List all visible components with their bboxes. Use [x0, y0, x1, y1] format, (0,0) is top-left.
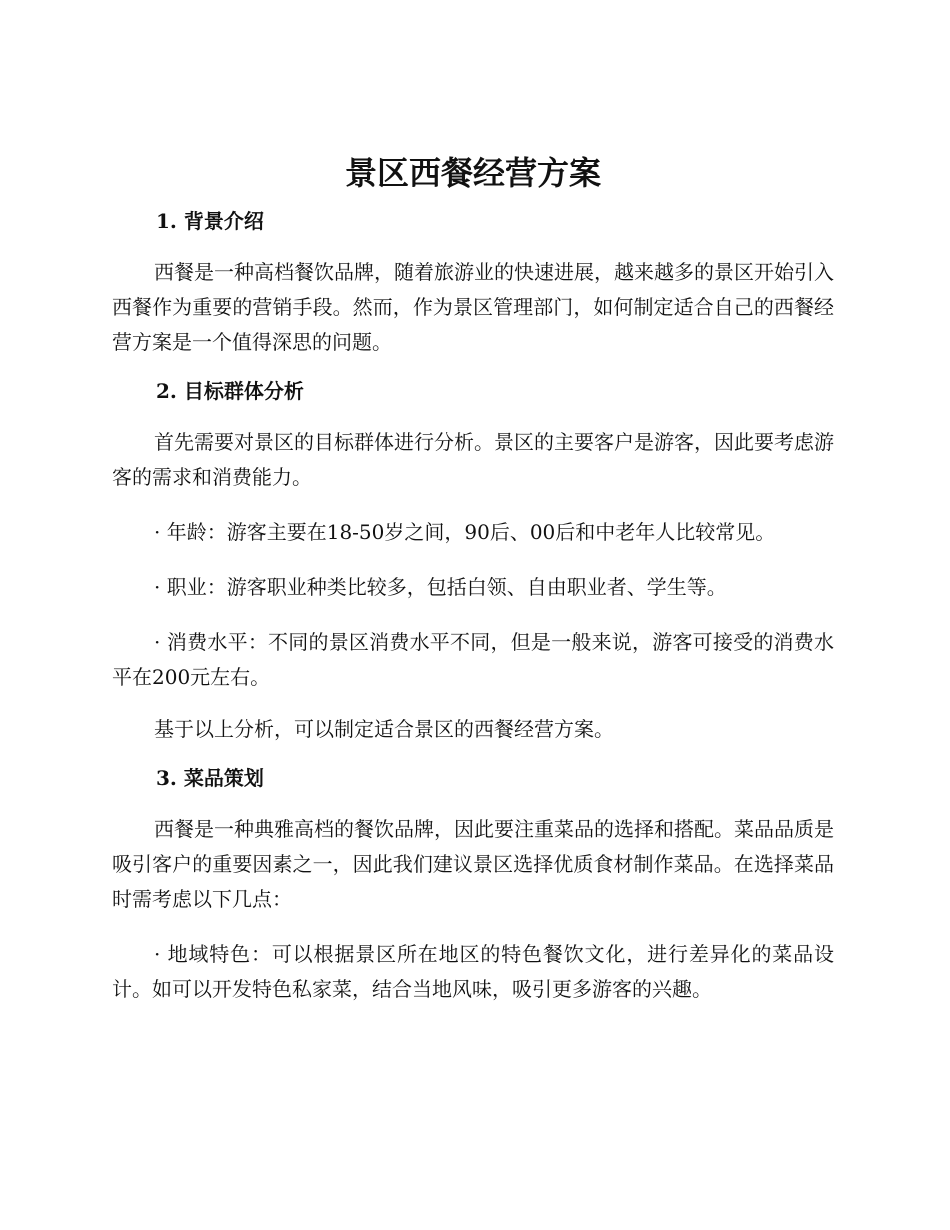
section-heading-target-group: 2. 目标群体分析	[156, 379, 304, 403]
spacer	[112, 360, 834, 376]
section-heading-background: 1. 背景介绍	[156, 209, 264, 233]
spacer	[112, 793, 834, 812]
target-group-paragraph: 首先需要对景区的目标群体进行分析。景区的主要客户是游客，因此要考虑游客的需求和消费能力。	[112, 430, 834, 489]
spacer	[112, 747, 834, 763]
spacer	[112, 236, 834, 255]
spacer	[112, 917, 834, 937]
spacer	[112, 695, 834, 712]
document-page	[112, 140, 834, 1007]
bullet-age: · 年龄：游客主要在18-50岁之间，90后、00后和中老年人比较常见。	[154, 520, 776, 544]
analysis-conclusion: 基于以上分析，可以制定适合景区的西餐经营方案。	[154, 717, 614, 741]
spacer	[112, 406, 834, 425]
bullet-regional-feature: · 地域特色：可以根据景区所在地区的特色餐饮文化，进行差异化的菜品设计。如可以开发特色私家菜，结合当地风味，吸引更多游客的兴趣。	[112, 942, 834, 1001]
spacer	[112, 495, 834, 515]
menu-planning-paragraph: 西餐是一种典雅高档的餐饮品牌，因此要注重菜品的选择和搭配。菜品品质是吸引客户的重要因素之一，因此我们建议景区选择优质食材制作菜品。在选择菜品时需考虑以下几点：	[112, 817, 834, 911]
spacer	[112, 605, 834, 625]
document-title: 景区西餐经营方案	[344, 154, 601, 192]
bullet-spending-level: · 消费水平：不同的景区消费水平不同，但是一般来说，游客可接受的消费水平在200元左右。	[112, 630, 834, 689]
bullet-occupation: · 职业：游客职业种类比较多，包括白领、自由职业者、学生等。	[154, 575, 727, 599]
section-heading-menu-planning: 3. 菜品策划	[156, 766, 264, 790]
spacer	[112, 550, 834, 570]
background-paragraph: 西餐是一种高档餐饮品牌，随着旅游业的快速进展，越来越多的景区开始引入西餐作为重要的营销手段。然而，作为景区管理部门，如何制定适合自己的西餐经营方案是一个值得深思的问题。	[112, 260, 834, 354]
